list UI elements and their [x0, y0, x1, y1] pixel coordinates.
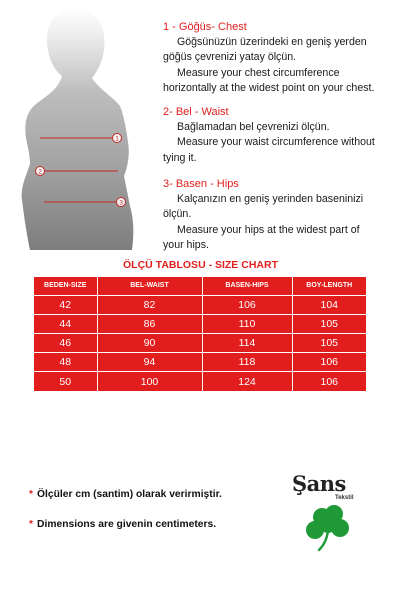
measure-text: Göğsünüzün üzerindeki en geniş yerden: [177, 36, 367, 49]
table-header-row: [34, 277, 366, 295]
table-row: [34, 353, 366, 372]
marker-1-label: 1: [115, 135, 119, 143]
table-cell: 46: [34, 333, 97, 352]
column-header-length: BOY-LENGTH: [292, 277, 366, 295]
measure-text: ölçün.: [163, 208, 192, 221]
table-cell: 106: [202, 295, 292, 314]
measure-text: göğüs çevrenizi yatay ölçün.: [163, 51, 297, 64]
table-cell: 44: [34, 314, 97, 333]
table-cell: 48: [34, 353, 97, 372]
table-cell: 100: [97, 372, 202, 391]
table-cell: 105: [292, 314, 366, 333]
table-cell: 94: [97, 353, 202, 372]
measure-text: your hips.: [163, 238, 209, 251]
measure-heading: 1 - Göğüs- Chest: [163, 21, 247, 33]
table-cell: 106: [292, 353, 366, 372]
table-cell: 114: [202, 333, 292, 352]
marker-2: [36, 167, 45, 176]
column-header-waist: BEL-WAIST: [97, 277, 202, 295]
table-row: [34, 333, 366, 352]
size-chart-title: ÖLÇÜ TABLOSU - SIZE CHART: [123, 259, 278, 271]
column-header-size: BEDEN-SIZE: [44, 282, 87, 290]
measure-text: tying it.: [163, 151, 197, 164]
brand-logo-subtext: Tekstil: [335, 495, 354, 501]
asterisk-icon: *: [29, 519, 34, 530]
table-cell: 106: [292, 372, 366, 391]
table-row: [34, 372, 366, 391]
measure-block-waist: [163, 105, 399, 166]
table-row: [34, 314, 366, 333]
note-text: Dimensions are givenin centimeters.: [37, 519, 217, 530]
note-units-en: [29, 519, 216, 530]
table-cell: 86: [97, 314, 202, 333]
table-row: [34, 295, 366, 314]
table-cell: 110: [202, 314, 292, 333]
brand-logo-text: Şans: [292, 471, 346, 496]
note-units-tr: [29, 489, 222, 500]
measure-heading: 2- Bel - Waist: [163, 106, 229, 118]
marker-1: [113, 134, 122, 143]
silhouette-shape: [22, 8, 134, 250]
measure-heading: 3- Basen - Hips: [163, 178, 239, 190]
table-cell: 124: [202, 372, 292, 391]
table-cell: 82: [97, 295, 202, 314]
note-text: Ölçüler cm (santim) olarak verirmiştir.: [37, 489, 222, 500]
size-chart-table: [34, 277, 366, 391]
clover-logo-icon: [300, 503, 358, 553]
table-cell: 105: [292, 333, 366, 352]
table-cell: 90: [97, 333, 202, 352]
measure-block-hips: [163, 177, 399, 253]
measure-text: Measure your waist circumference without: [177, 136, 375, 149]
marker-3: [117, 198, 126, 207]
body-silhouette-figure: [0, 0, 160, 250]
measure-text: horizontally at the widest point on your chest.: [163, 81, 375, 94]
measure-text: Bağlamadan bel çevrenizi ölçün.: [177, 121, 330, 134]
table-cell: 118: [202, 353, 292, 372]
measure-text: Measure your hips at the widest part of: [177, 223, 360, 236]
marker-3-label: 3: [119, 199, 123, 207]
marker-2-label: 2: [38, 168, 42, 176]
measure-text: Kalçanızın en geniş yerinden baseninizi: [177, 193, 364, 206]
column-header-hips: BASEN-HIPS: [202, 277, 292, 295]
measure-text: Measure your chest circumference: [177, 66, 340, 79]
measure-block-chest: [163, 20, 399, 96]
asterisk-icon: *: [29, 489, 34, 500]
table-cell: 42: [34, 295, 97, 314]
table-cell: 104: [292, 295, 366, 314]
table-cell: 50: [34, 372, 97, 391]
